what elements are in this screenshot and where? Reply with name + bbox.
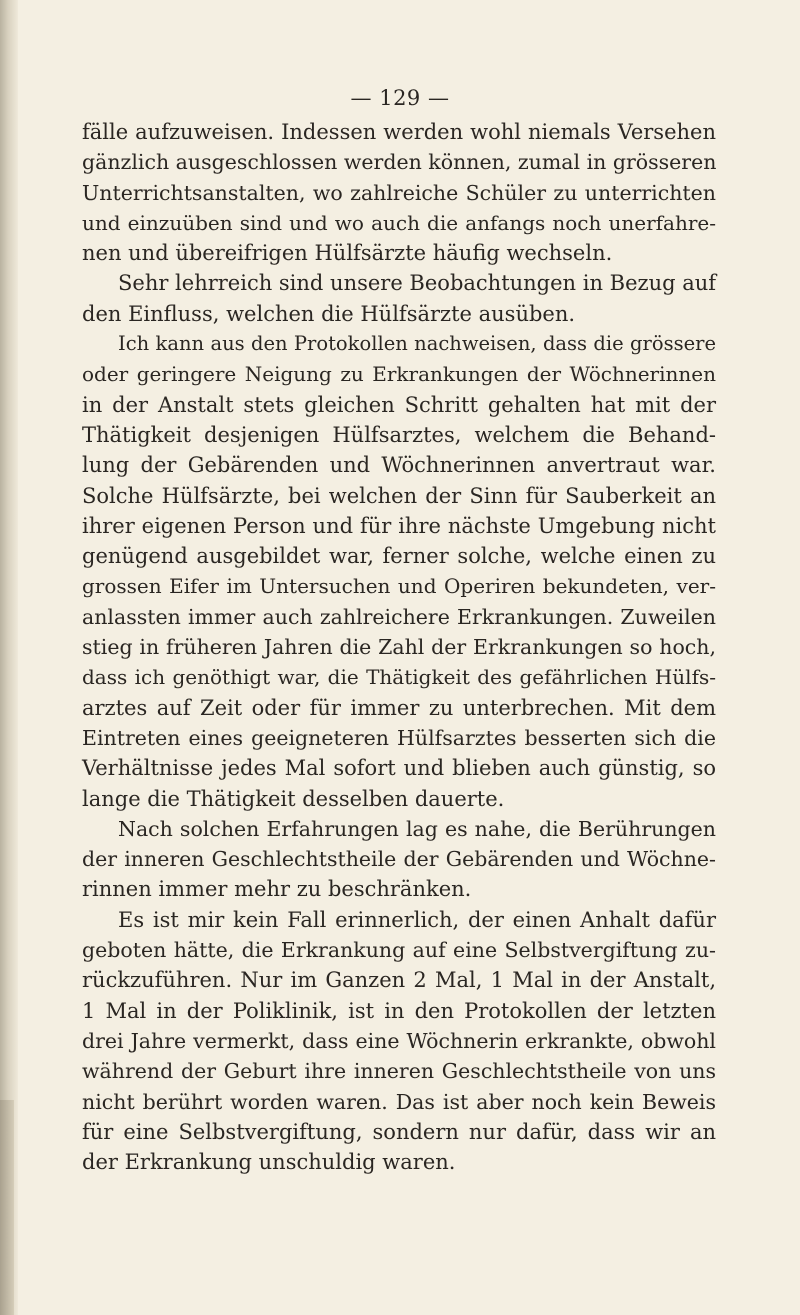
text-line: genügend ausgebildet war, ferner solche, welche einen zu [82, 544, 716, 569]
text-line: Ich kann aus den Protokollen nachweisen, dass die grössere [118, 332, 716, 356]
text-line: in der Anstalt stets gleichen Schritt gehalten hat mit der [82, 392, 716, 417]
text-line: nicht berührt worden waren. Das ist aber noch kein Beweis [82, 1089, 716, 1114]
page-binding-shadow-lower [0, 1100, 14, 1315]
text-line: den Einfluss, welchen die Hülfsärzte ausüben. [82, 301, 576, 326]
text-line: Eintreten eines geeigneteren Hülfsarztes besserten sich die [82, 725, 716, 750]
text-line: Verhältnisse jedes Mal sofort und blieben auch günstig, so [82, 756, 716, 781]
text-line: gänzlich ausgeschlossen werden können, zumal in grösseren [82, 150, 717, 175]
text-line: Thätigkeit desjenigen Hülfsarztes, welchem die Behand- [82, 422, 716, 447]
text-line: rinnen immer mehr zu beschränken. [82, 877, 472, 902]
text-line: dass ich genöthigt war, die Thätigkeit des gefährlichen Hülfs- [82, 665, 716, 690]
text-line: der Erkrankung unschuldig waren. [82, 1150, 456, 1175]
page-number: — 129 — [350, 86, 450, 110]
text-line: anlassten immer auch zahlreichere Erkrankungen. Zuweilen [82, 604, 716, 629]
text-line: oder geringere Neigung zu Erkrankungen der Wöchnerinnen [82, 362, 716, 387]
text-line: Es ist mir kein Fall erinnerlich, der einen Anhalt dafür [118, 907, 716, 932]
text-line: Sehr lehrreich sind unsere Beobachtungen in Bezug auf [118, 271, 717, 296]
text-line: lange die Thätigkeit desselben dauerte. [82, 786, 505, 811]
text-line: Nach solchen Erfahrungen lag es nahe, die Berührungen [118, 816, 716, 841]
text-line: 1 Mal in der Poliklinik, ist in den Protokollen der letzten [82, 998, 716, 1023]
text-line: fälle aufzuweisen. Indessen werden wohl niemals Versehen [82, 120, 716, 144]
text-line: grossen Eifer im Untersuchen und Operiren bekundeten, ver- [82, 574, 716, 599]
text-line: für eine Selbstvergiftung, sondern nur dafür, dass wir an [82, 1119, 716, 1144]
text-line: der inneren Geschlechtstheile der Gebärenden und Wöchne- [82, 847, 716, 872]
text-line: während der Geburt ihre inneren Geschlechtstheile von uns [82, 1059, 716, 1084]
body-text [82, 117, 716, 1177]
text-line: lung der Gebärenden und Wöchnerinnen anvertraut war. [82, 453, 716, 478]
text-line: geboten hätte, die Erkrankung auf eine Selbstvergiftung zu- [82, 938, 716, 963]
text-line: ihrer eigenen Person und für ihre nächste Umgebung nicht [82, 513, 716, 538]
text-line: und einzuüben sind und wo auch die anfangs noch unerfahre- [82, 210, 716, 235]
text-line: nen und übereifrigen Hülfsärzte häufig wechseln. [82, 241, 613, 266]
text-line: rückzuführen. Nur im Ganzen 2 Mal, 1 Mal in der Anstalt, [82, 968, 716, 993]
text-line: arztes auf Zeit oder für immer zu unterbrechen. Mit dem [82, 695, 716, 720]
text-line: stieg in früheren Jahren die Zahl der Erkrankungen so hoch, [82, 635, 716, 660]
text-line: Unterrichtsanstalten, wo zahlreiche Schüler zu unterrichten [82, 180, 716, 205]
text-line: Solche Hülfsärzte, bei welchen der Sinn für Sauberkeit an [82, 483, 716, 508]
text-line: drei Jahre vermerkt, dass eine Wöchnerin erkrankte, obwohl [82, 1028, 716, 1053]
